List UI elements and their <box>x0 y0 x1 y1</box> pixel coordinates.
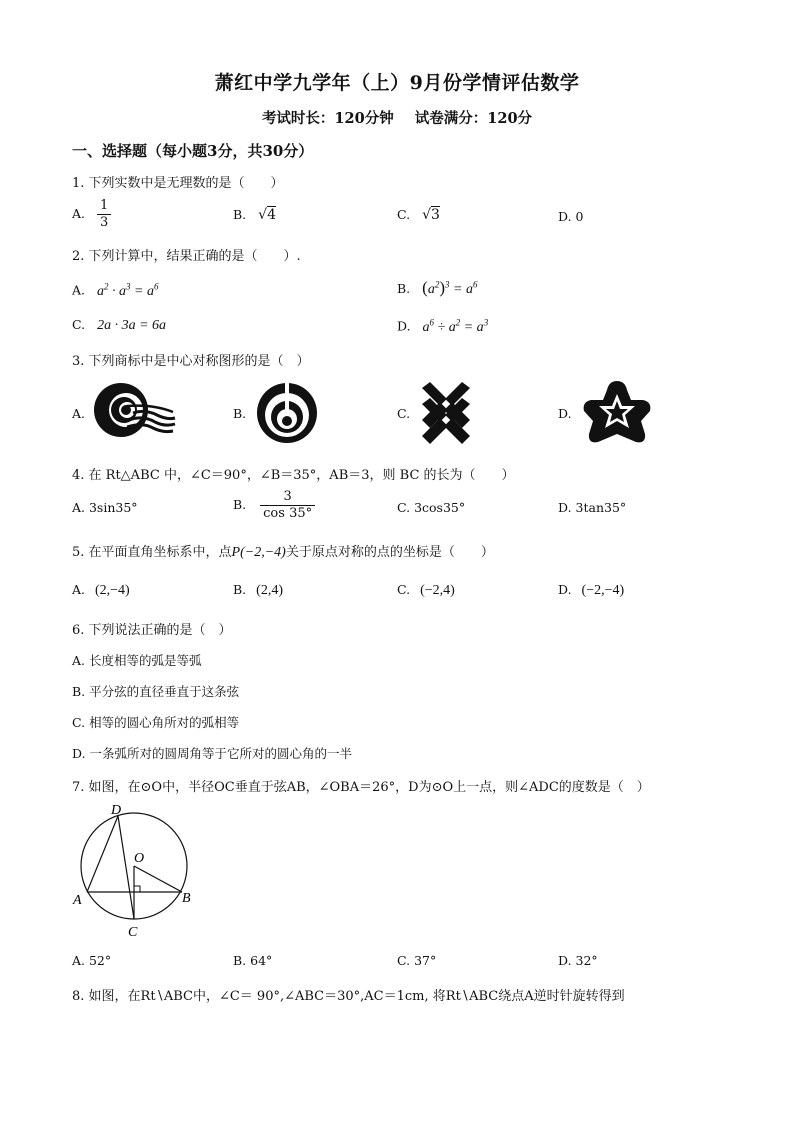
q7-option-c: C. 37° <box>397 953 437 968</box>
segment-ob <box>134 866 182 892</box>
q1-option-c: C. √3 <box>397 207 440 223</box>
segment-dc <box>118 816 134 919</box>
question-1-stem: 1. 下列实数中是无理数的是（ ） <box>72 176 284 191</box>
exam-info <box>0 107 794 128</box>
label-c: C <box>128 925 138 940</box>
right-angle-mark <box>134 886 140 892</box>
q3-logo-d-star-icon <box>580 378 654 446</box>
question-8-stem: 8. 如图，在Rt∖ABC中，∠C＝ 90°,∠ABC＝30°,AC＝1cm, 将Rt∖ABC绕点A逆时针旋转得到 <box>72 989 625 1004</box>
q2-option-c: C. 2a · 3a = 6a <box>72 317 167 333</box>
q6-option-c: C. 相等的圆心角所对的弧相等 <box>72 715 240 730</box>
question-3-stem: 3. 下列商标中是中心对称图形的是（ ） <box>72 354 310 369</box>
question-7-stem: 7. 如图，在⊙O中，半径OC垂直于弦AB，∠OBA＝26°，D为⊙O上一点，则∠ADC的度数是（ ） <box>72 780 650 795</box>
q7-option-d: D. 32° <box>558 953 598 968</box>
label-o: O <box>134 851 145 866</box>
q3-option-c-label: C. <box>397 406 411 421</box>
q5-option-c: C. (−2,4) <box>397 582 455 598</box>
q3-option-b-label: B. <box>233 406 247 421</box>
exam-title: 萧红中学九学年（上）9月份学情评估数学 <box>214 72 580 94</box>
q7-circle-diagram <box>70 800 200 946</box>
q6-option-d: D. 一条弧所对的圆周角等于它所对的圆心角的一半 <box>72 746 353 761</box>
q1-option-a: A. $\frac{1}{3}$ <box>72 198 111 231</box>
q3-logo-b-concentric-icon <box>256 382 318 444</box>
q3-logo-c-woven-icon <box>420 382 472 444</box>
q2-option-d: D. $a^6 \div a^2 = a^3$ <box>397 317 489 335</box>
q4-fraction: $\frac{3}{\cos 35^\circ}$ <box>260 489 315 522</box>
section-title: 一、选择题（每小题3分，共30分） <box>72 142 314 160</box>
q4-option-d: D. 3tan35° <box>558 500 627 515</box>
label-b: B <box>182 891 191 906</box>
question-5-stem: 5. 在平面直角坐标系中，点P(−2,−4)关于原点对称的点的坐标是（ ） <box>72 545 494 560</box>
exam-time: 考试时长：120分钟 <box>261 110 394 127</box>
q5-option-d: D. (−2,−4) <box>558 582 625 598</box>
question-4-stem: 4. 在 Rt△ABC 中，∠C＝90°，∠B＝35°，AB＝3，则 BC 的长为（ ） <box>72 468 515 483</box>
q5-option-b: B. (2,4) <box>233 582 283 598</box>
question-6-stem: 6. 下列说法正确的是（ ） <box>72 623 232 638</box>
q1-option-d: D. 0 <box>558 209 584 224</box>
label-d: D <box>111 803 122 818</box>
q4-option-a: A. 3sin35° <box>72 500 138 515</box>
question-2-stem: 2. 下列计算中，结果正确的是（ ）. <box>72 249 301 264</box>
q4-option-c: C. 3cos35° <box>397 500 466 515</box>
q3-logo-a-spiral-icon <box>93 382 177 438</box>
label-a: A <box>73 893 82 908</box>
q2-option-a: A. $a^2 \cdot a^3 = a^6$ <box>72 281 159 299</box>
q7-option-b: B. 64° <box>233 953 273 968</box>
segment-da <box>87 816 118 892</box>
q1-option-b: B. √4 <box>233 207 276 223</box>
q3-option-a-label: A. <box>72 406 86 421</box>
q6-option-b: B. 平分弦的直径垂直于这条弦 <box>72 684 240 699</box>
q1-fraction: $\frac{1}{3}$ <box>97 198 111 231</box>
q4-option-b: B. $\frac{3}{\cos 35^\circ}$ <box>233 489 315 522</box>
q2-option-b: B. $(a^2)^3 = a^6$ <box>397 278 478 297</box>
q7-option-a: A. 52° <box>72 953 112 968</box>
exam-score: 试卷满分：120分 <box>414 110 533 127</box>
q3-option-d-label: D. <box>558 406 572 421</box>
q6-option-a: A. 长度相等的弧是等弧 <box>72 653 202 668</box>
q5-option-a: A. (2,−4) <box>72 582 130 598</box>
